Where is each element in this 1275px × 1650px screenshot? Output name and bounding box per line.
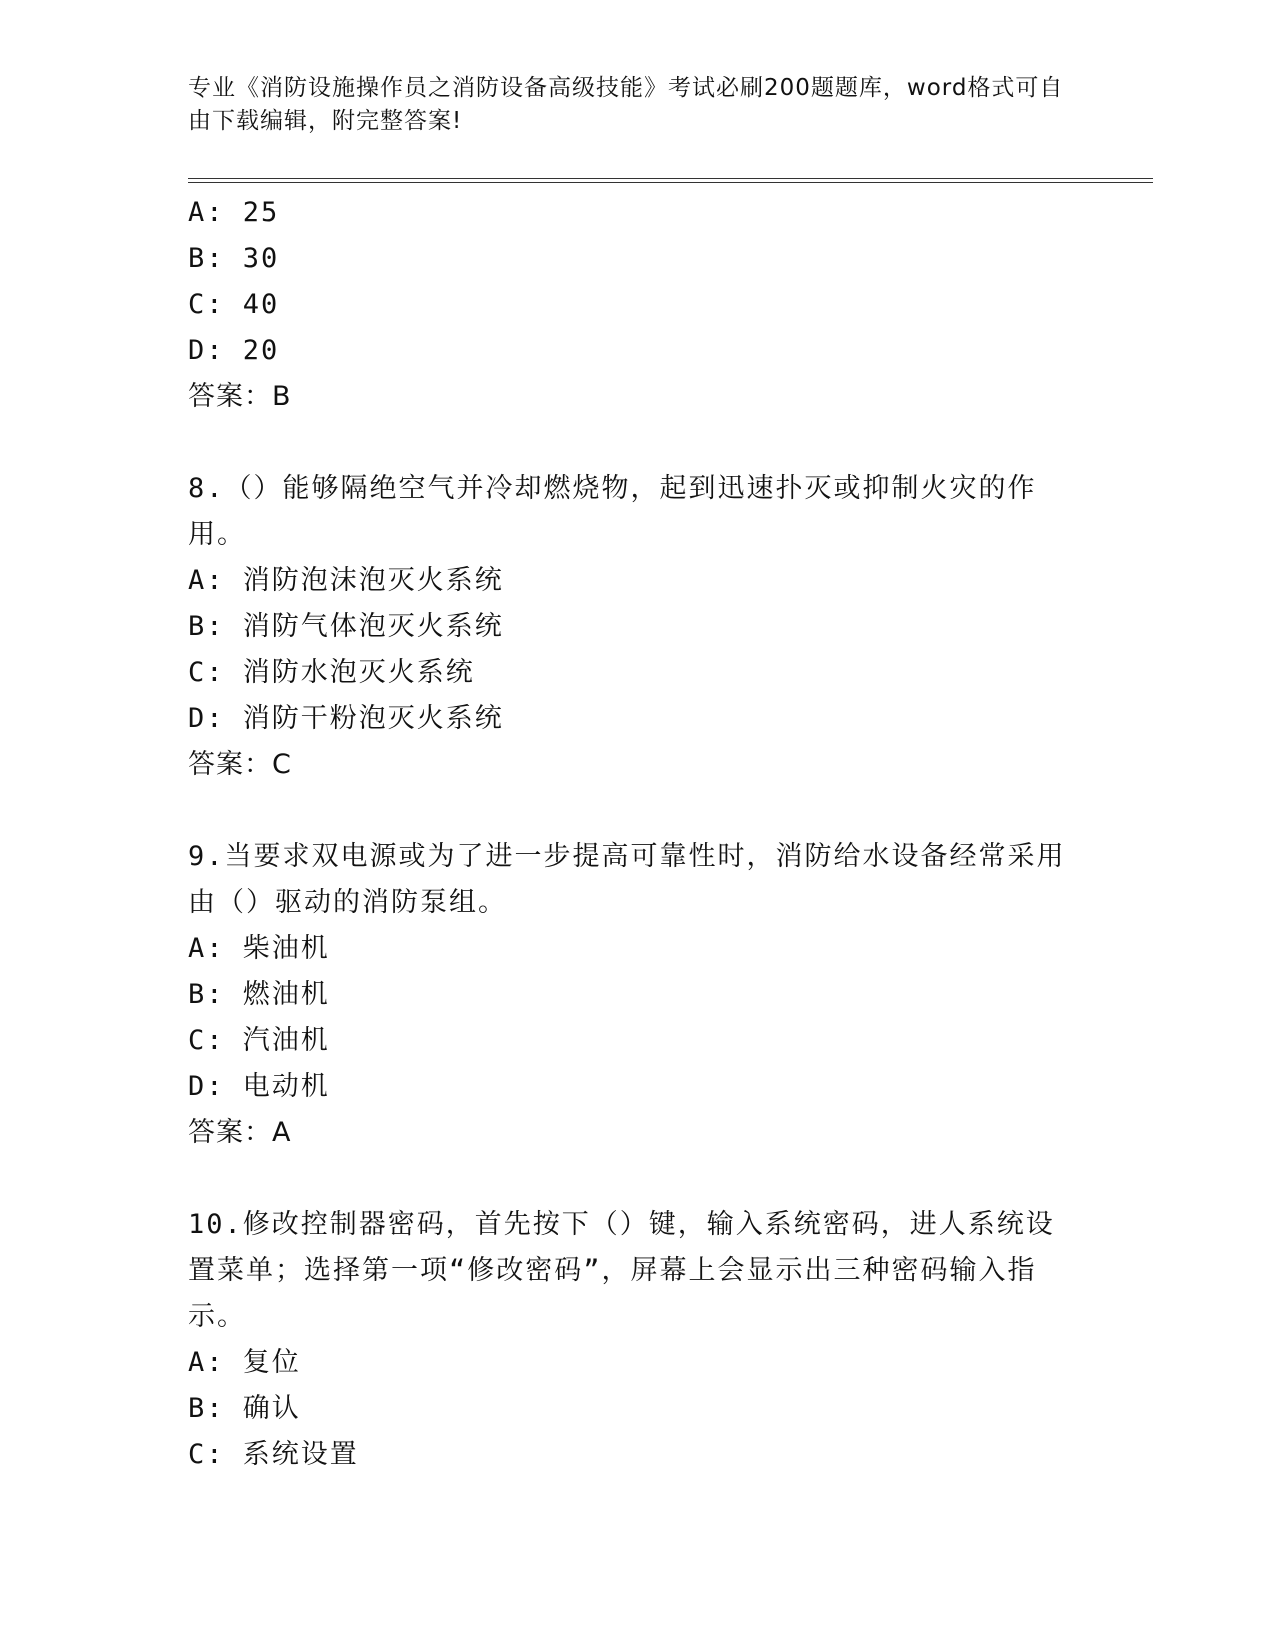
option-c: C: 汽油机 [188,1025,330,1056]
option-c: C: 40 [188,289,280,320]
question-spacer [188,1156,1088,1202]
option-b: B: 消防气体泡灭火系统 [188,611,504,642]
question-block [188,834,1088,1156]
option-a: A: 柴油机 [188,933,330,964]
header-divider [188,178,1153,183]
option-d: D: 电动机 [188,1071,330,1102]
question-spacer [188,420,1088,466]
answer-label: 答案：B [188,381,292,412]
option-a: A: 消防泡沫泡灭火系统 [188,565,504,596]
option-a: A: 复位 [188,1347,301,1378]
option-b: B: 30 [188,243,280,274]
answer-label: 答案：A [188,1117,292,1148]
question-block [188,190,1088,420]
option-a: A: 25 [188,197,280,228]
option-c: C: 系统设置 [188,1439,359,1470]
question-stem: 10.修改控制器密码，首先按下（）键，输入系统密码，进人系统设置菜单；选择第一项“修改密码”，屏幕上会显示出三种密码输入指示。 [188,1209,1055,1332]
question-block [188,1202,1088,1478]
answer-label: 答案：C [188,749,292,780]
option-d: D: 消防干粉泡灭火系统 [188,703,504,734]
question-stem: 9.当要求双电源或为了进一步提高可靠性时，消防给水设备经常采用由（）驱动的消防泵组。 [188,841,1066,918]
question-list [188,190,1088,1478]
option-b: B: 确认 [188,1393,301,1424]
option-c: C: 消防水泡灭火系统 [188,657,475,688]
document-header: 专业《消防设施操作员之消防设备高级技能》考试必刷200题题库，word格式可自由下载编辑，附完整答案! [188,75,1064,134]
question-stem: 8.（）能够隔绝空气并冷却燃烧物，起到迅速扑灭或抑制火灾的作用。 [188,473,1037,550]
option-b: B: 燃油机 [188,979,330,1010]
question-block [188,466,1088,788]
option-d: D: 20 [188,335,280,366]
question-spacer [188,788,1088,834]
